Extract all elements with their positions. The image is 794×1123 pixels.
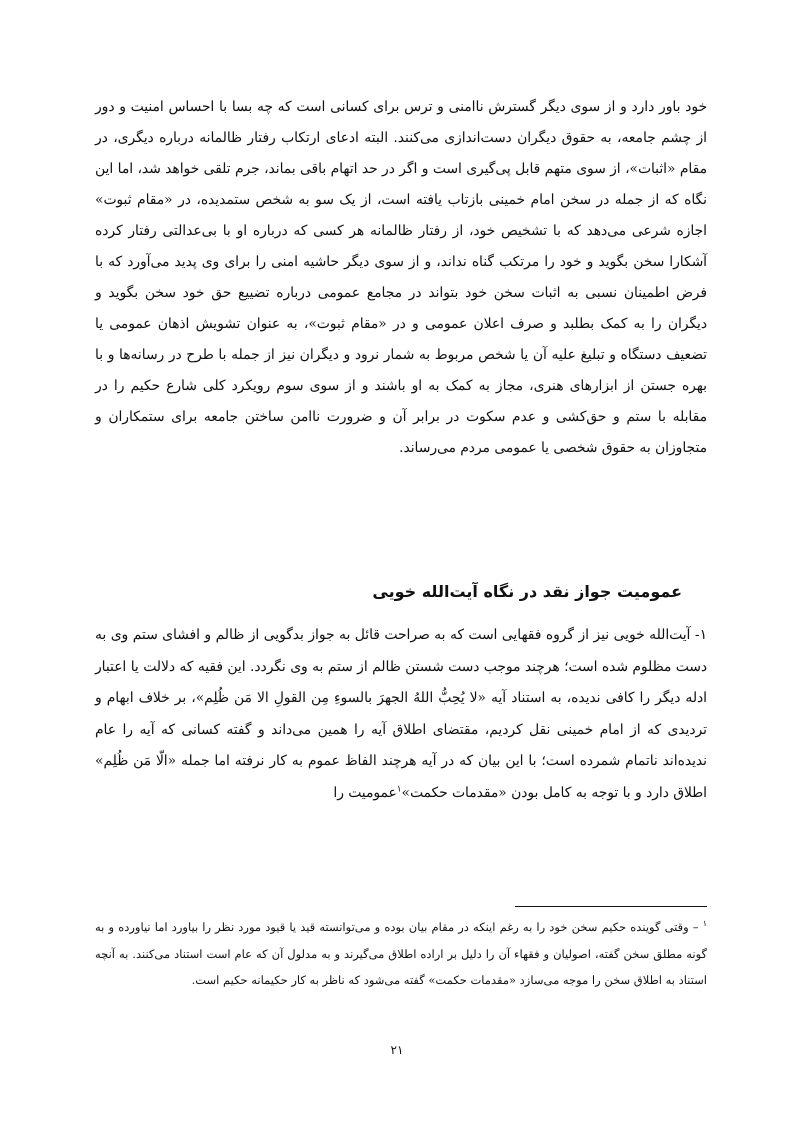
section-heading: عمومیت جواز نقد در نگاه آیت‌الله خویی — [372, 582, 682, 601]
page-number: ۲۱ — [390, 1043, 404, 1057]
paragraph-1: خود باور دارد و از سوی دیگر گسترش ناامنی و ترس برای کسانی است که چه بسا با احساس امنیت و دور از چشم جامعه، به حقوق دیگران دست‌اندازی می‌کنند. البته ادعای ارتکاب رفتار ظالمانه درباره دیگری، در مقام «اثبات»، از سوی متهم قابل پی‌گیری است و اگر در حد اتهام باقی بماند، جرم تلقی خواهد شد، اما این نگاه که از جمله در سخن امام خمینی بازتاب یافته است، از یک سو به شخص ستمدیده، در «مقام ثبوت» اجازه شرعی می‌دهد که با تشخیص خود، از رفتار ظالمانه هر کسی که درباره او با بی‌عدالتی رفتار کرده آشکارا سخن بگوید و خود را مرتکب گناه نداند، و از سوی دیگر حاشیه امنی را برای وی پدید می‌آورد که با فرض اطمینان نسبی به اثبات سخن خود بتواند در مجامع عمومی درباره تضییع حق خود سخن بگوید و دیگران را به کمک بطلبد و صرف اعلان عمومی و در «مقام ثبوت»، به عنوان تشویش اذهان عمومی یا تضعیف دستگاه و تبلیغ علیه آن یا شخص مربوط به شمار نرود و دیگران نیز از جمله با طرح در رسانه‌ها و با بهره جستن از ابزارهای هنری، مجاز به کمک به او باشند و از سوی سوم رویکرد کلی شارع حکیم را در مقابله با ستم و حق‌کشی و عدم سکوت در برابر آن و ضرورت ناامن ساختن جامعه برای ستمکاران و متجاوزان به حقوق شخصی یا عمومی مردم می‌رساند. — [95, 99, 707, 456]
section-text — [95, 620, 707, 809]
paragraph-2 — [95, 620, 707, 809]
footnote-text: – وقتی گوینده حکیم سخن خود را به رغم اینکه در مقام بیان بوده و می‌توانسته قید یا قیود مورد نظر را بیاورد اما نیاورده و به گونه مطلق سخن گفته، اصولیان و فقهاء آن را دلیل بر اراده اطلاق می‌گیرند و به مدلول آن که عام است استناد می‌کنند. به آنچه استناد به اطلاق سخن را موجه می‌سازد «مقدمات حکمت» گفته می‌شود که ناظر به کار حکیمانه حکیم است. — [95, 920, 707, 987]
footnote-paragraph — [95, 914, 707, 994]
footnote-divider — [515, 906, 707, 907]
footnote-mark: ۱ — [702, 919, 707, 929]
paragraph-2-tail: عمومیت را — [333, 784, 397, 801]
body-text — [95, 92, 707, 464]
paragraph-2-text: ۱- آیت‌الله خویی نیز از گروه فقهایی است که به صراحت قائل به جواز بدگویی از ظالم و افشای ستم وی به دست مظلوم شده است؛ هرچند موجب دست شستن ظالم از ستم به وی نگردد. این فقیه که دلالت یا اعتبار ادله دیگر را کافی ندیده، به استناد آیه «لا یُحِبُّ اللهُ الجهرَ بالسوءِ مِن القولِ الا مَن ظُلِم»، بر خلاف ابهام و تردیدی که از امام خمینی نقل کردیم، مقتضای اطلاق آیه را همین می‌داند و گفته کسانی که آیه را عام ندیده‌اند ناتمام شمرده است؛ با این بیان که در آیه هرچند الفاظ عموم به کار نرفته اما جمله «الّا مَن ظُلِم» اطلاق دارد و با توجه به کامل بودن «مقدمات حکمت» — [95, 627, 707, 801]
footnote — [95, 914, 707, 994]
footnote-reference: ۱ — [396, 783, 402, 794]
